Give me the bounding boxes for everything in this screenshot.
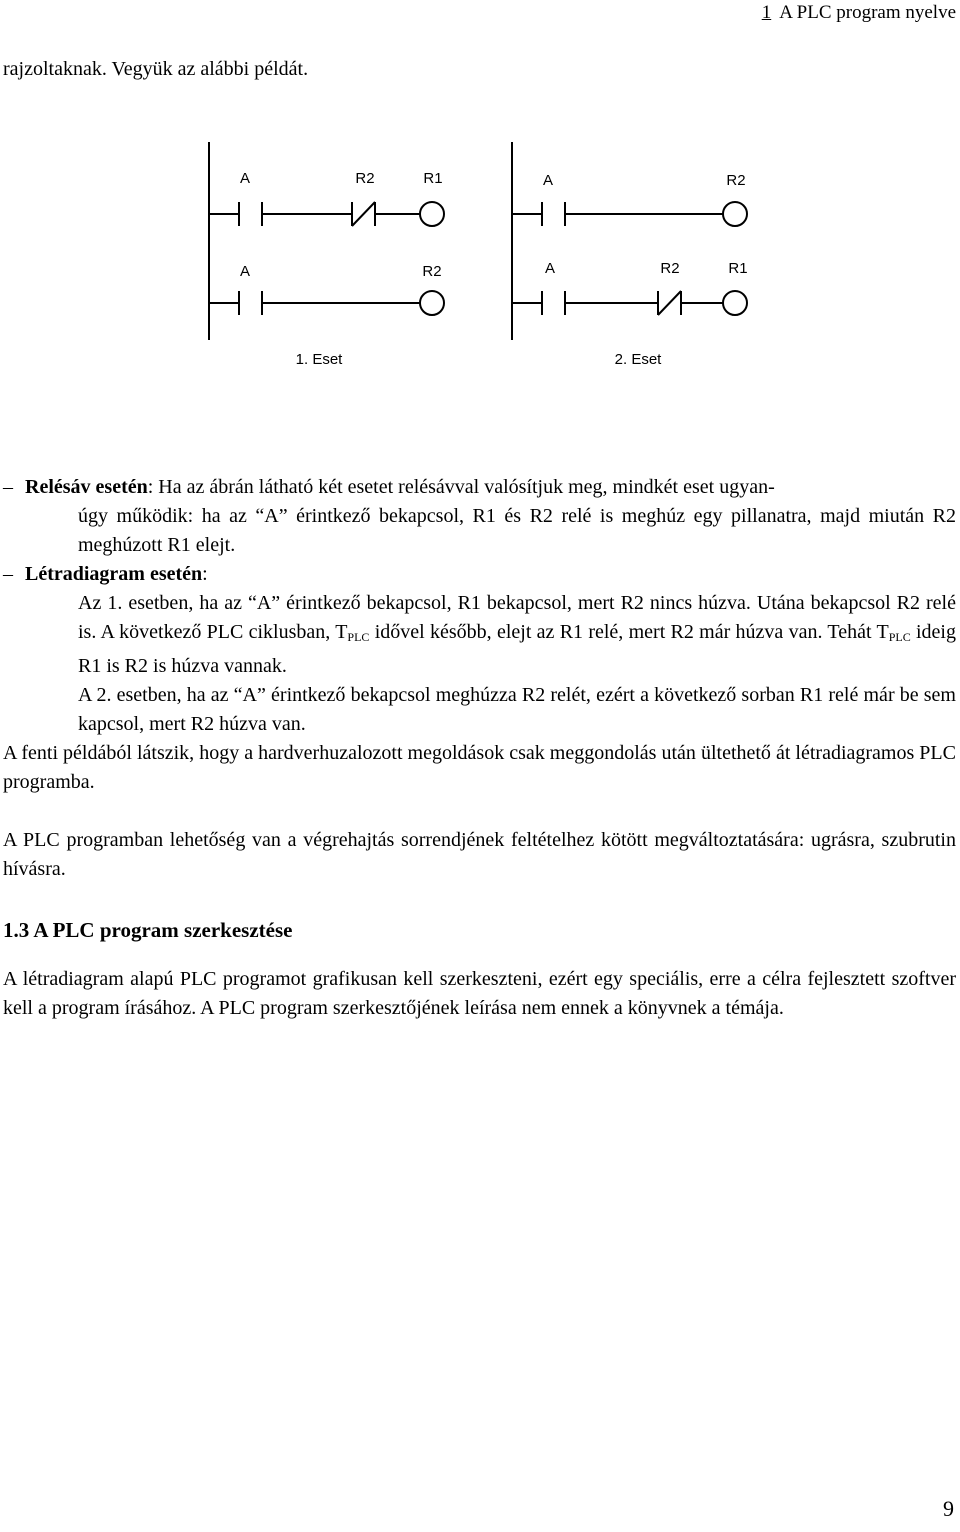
paragraph-3: A létradiagram alapú PLC programot grafikusan kell szerkeszteni, ezért egy speciális, erre a célra fejlesztett szoftver kell a program írásához. A PLC program szerkesztőjének leírása nem ennek a könyvnek a témája. <box>3 968 956 1019</box>
relesav-first-line <box>25 473 956 502</box>
left-caption: 1. Eset <box>295 351 343 368</box>
list-dash: – <box>3 563 13 585</box>
right-row2-label-r2: R2 <box>660 260 680 277</box>
list-item-letra <box>3 560 956 739</box>
left-row1-label-r1: R1 <box>423 170 443 187</box>
letra-p1-part-c: ideig R1 is R2 is húzva vannak. <box>78 621 956 677</box>
tplc-subscript: PLC <box>888 630 911 644</box>
relesav-line1: : Ha az ábrán látható két esetet relésávval valósítjuk meg, mindkét eset ugyan- <box>147 476 775 498</box>
running-header <box>762 2 956 24</box>
page-number: 9 <box>943 1496 954 1521</box>
chapter-title: A PLC program nyelve <box>779 2 956 23</box>
comparison-list <box>3 473 956 884</box>
letra-colon: : <box>202 563 208 585</box>
left-row2-label-r2: R2 <box>422 263 442 280</box>
ladder-diagram <box>0 130 960 380</box>
right-row2-label-r1: R1 <box>728 260 748 277</box>
right-caption: 2. Eset <box>614 351 662 368</box>
letra-title: Létradiagram esetén <box>25 563 203 585</box>
right-row1-label-a: A <box>542 172 554 189</box>
list-dash: – <box>3 476 13 498</box>
right-row2-label-a: A <box>544 260 556 277</box>
right-row1-label-r2: R2 <box>726 172 746 189</box>
list-item-relesav <box>3 473 956 560</box>
tplc-subscript: PLC <box>347 630 370 644</box>
left-row2-label-a: A <box>239 263 251 280</box>
left-row1-label-r2: R2 <box>355 170 375 187</box>
left-row1-label-a: A <box>239 170 251 187</box>
intro-text: rajzoltaknak. Vegyük az alábbi példát. <box>3 58 309 80</box>
paragraph-1: A fenti példából látszik, hogy a hardverhuzalozott megoldások csak meggondolás után ültethető át létradiagramos PLC programba. <box>3 742 956 793</box>
letra-first-line <box>25 560 956 589</box>
paragraph-2: A PLC programban lehetőség van a végrehajtás sorrendjének feltételhez kötött megváltoztatására: ugrásra, szubrutin hívásra. <box>3 829 956 880</box>
letra-paragraph-2: A 2. esetben, ha az “A” érintkező bekapcsol meghúzza R2 relét, ezért a következő sorban R1 relé már be sem kapcsol, mert R2 húzva van. <box>78 684 956 735</box>
relesav-rest: úgy működik: ha az “A” érintkező bekapcsol, R1 és R2 relé is meghúz egy pillanatra, majd miután R2 meghúzott R1 elejt. <box>78 505 956 556</box>
letra-p1-part-a: Az 1. esetben, ha az “A” érintkező bekapcsol, R1 bekapcsol, mert R2 nincs húzva. Utána bekapcsol R2 relé is. A következő PLC ciklusban, T <box>78 592 956 643</box>
chapter-number: 1 <box>761 2 772 23</box>
letra-paragraph-1 <box>78 589 956 681</box>
relesav-title: Relésáv esetén <box>25 476 148 498</box>
letra-p1-part-b: idővel később, elejt az R1 relé, mert R2 már húzva van. Tehát T <box>369 621 889 643</box>
section-heading: 1.3 A PLC program szerkesztése <box>3 918 293 942</box>
